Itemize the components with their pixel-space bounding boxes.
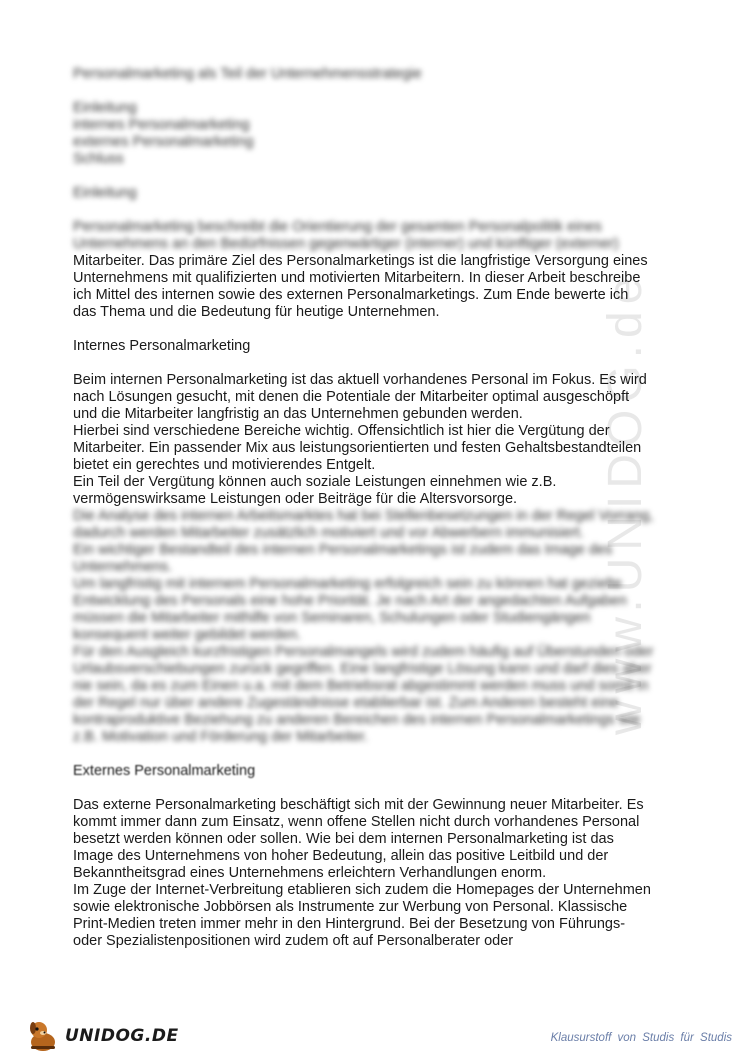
paragraph-line: oder Spezialistenpositionen wird zudem oft auf Personalberater oder [73,933,514,949]
paragraph-line: sowie elektronische Jobbörsen als Instrumente zur Werbung von Personal. Klassische [73,899,628,915]
external-heading: Externes Personalmarketing [73,763,256,779]
paragraph-line: bietet ein gerechtes und motivierendes Entgelt. [73,457,376,473]
intro-heading: Einleitung [73,185,137,201]
paragraph-line: nie sein, da es zum Einen u.a. mit dem Betriebsrat abgestimmt werden muss und somit in [73,678,649,694]
paragraph-line: Mitarbeiter. Das primäre Ziel des Personalmarketings ist die langfristige Versorgung eines [73,253,648,269]
paragraph-line: nach Lösungen gesucht, mit denen die Potentiale der Mitarbeiter optimal ausgeschöpft [73,389,630,405]
paragraph-line: Unternehmens an den Bedürfnissen gegenwärtiger (interner) und künftiger (externer) [73,236,619,252]
toc-item: externes Personalmarketing [73,134,254,150]
paragraph-line: das Thema und die Bedeutung für heutige Unternehmen. [73,304,440,320]
paragraph-line: müssen die Mitarbeiter mithilfe von Seminaren, Schulungen oder Studiengängen [73,610,591,626]
paragraph-line: Unternehmens mit qualifizierten und motivierten Mitarbeitern. In dieser Arbeit beschreibe [73,270,641,286]
toc-item: Schluss [73,151,124,167]
paragraph-line: Mitarbeiter. Ein passender Mix aus leistungsorientierten und festen Gehaltsbestandteilen [73,440,642,456]
paragraph-line: Um langfristig mit internem Personalmarketing erfolgreich sein zu können hat gezielte [73,576,622,592]
page-footer [0,1010,750,1060]
paragraph-line: Hierbei sind verschiedene Bereiche wichtig. Offensichtlich ist hier die Vergütung der [73,423,610,439]
paragraph-line: Ein wichtiger Bestandteil des internen Personalmarketings ist zudem das Image des [73,542,613,558]
paragraph-line: Bekanntheitsgrad eines Unternehmens erleichtern Verhandlungen enorm. [73,865,547,881]
paragraph-line: kommt immer dann zum Einsatz, wenn offene Stellen nicht durch vorhandenes Personal [73,814,640,830]
paragraph-line: und die Mitarbeiter langfristig an das Unternehmen gebunden werden. [73,406,523,422]
paragraph-line: Entwicklung des Personals eine hohe Priorität. Je nach Art der angedachten Aufgaben [73,593,627,609]
logo-text: UNIDOG.DE [65,1026,179,1046]
internal-heading: Internes Personalmarketing [73,338,251,354]
paragraph-line: Urlaubsverschiebungen zurück gegriffen. Eine langfristige Lösung kann und darf dies aber [73,661,652,677]
paragraph-line: dadurch werden Mitarbeiter zusätzlich motiviert und vor Abwerbern immunisiert. [73,525,584,541]
unidog-logo [25,1018,179,1054]
paragraph-line: kontraproduktive Beziehung zu anderen Bereichen des internen Personalmarketings wie [73,712,641,728]
document-body [73,66,693,950]
paragraph-line: Für den Ausgleich kurzfristigen Personalmangels wird zudem häufig auf Überstunden oder [73,644,654,660]
paragraph-line: vermögenswirksame Leistungen oder Beiträge für die Altersvorsorge. [73,491,518,507]
paragraph-line: Personalmarketing beschreibt die Orientierung der gesamten Personalpolitik eines [73,219,602,235]
watermark: www.UNIDOG.de [599,270,652,735]
toc-item: Einleitung [73,100,137,116]
footer-tagline: Klausurstoff von Studis für Studis [550,1032,732,1044]
paragraph-line: Image des Unternehmens von hoher Bedeutung, allein das positive Leitbild und der [73,848,609,864]
paragraph-line: der Regel nur über andere Zugeständnisse etablierbar ist. Zum Anderen besteht eine [73,695,619,711]
paragraph-line: Print-Medien treten immer mehr in den Hintergrund. Bei der Besetzung von Führungs- [73,916,626,932]
paragraph-line: Ein Teil der Vergütung können auch soziale Leistungen einnehmen wie z.B. [73,474,557,490]
toc-item: internes Personalmarketing [73,117,250,133]
paragraph-line: Das externe Personalmarketing beschäftigt sich mit der Gewinnung neuer Mitarbeiter. Es [73,797,644,813]
document-title: Personalmarketing als Teil der Unternehmensstrategie [73,66,422,82]
paragraph-line: z.B. Motivation und Förderung der Mitarbeiter. [73,729,368,745]
paragraph-line: Im Zuge der Internet-Verbreitung etablieren sich zudem die Homepages der Unternehmen [73,882,651,898]
paragraph-line: Beim internen Personalmarketing ist das aktuell vorhandenes Personal im Fokus. Es wird [73,372,647,388]
paragraph-line: besetzt werden können oder sollen. Wie bei dem internen Personalmarketing ist das [73,831,614,847]
paragraph-line: ich Mittel des internen sowie des externen Personalmarketings. Zum Ende bewerte ich [73,287,629,303]
paragraph-line: konsequent weiter gebildet werden. [73,627,302,643]
paragraph-line: Die Analyse des internen Arbeitsmarktes hat bei Stellenbesetzungen in der Regel Vorrang, [73,508,654,524]
paragraph-line: Unternehmens. [73,559,173,575]
dog-mascot-icon [25,1018,61,1054]
